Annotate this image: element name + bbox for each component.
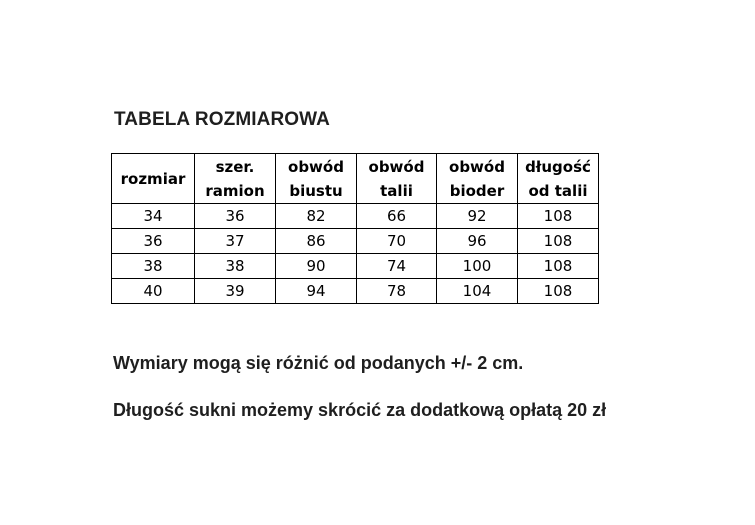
page-title: TABELA ROZMIAROWA: [114, 109, 330, 130]
header-obwod-biustu: [276, 154, 357, 204]
table-cell: 108: [518, 204, 599, 229]
header-label: bioder: [449, 181, 505, 200]
table-row: [112, 229, 599, 254]
table-cell: 104: [437, 279, 518, 304]
table-cell: 100: [437, 254, 518, 279]
tolerance-note: Wymiary mogą się różnić od podanych +/- 2 cm.: [113, 353, 524, 373]
table-cell: 108: [518, 229, 599, 254]
table-header-row: [112, 154, 599, 204]
header-label: obwód: [368, 157, 425, 176]
header-obwod-talii: [357, 154, 437, 204]
table-cell: 40: [112, 279, 195, 304]
table-cell: 96: [437, 229, 518, 254]
table-cell: 34: [112, 204, 195, 229]
header-rozmiar: [112, 154, 195, 204]
table-cell: 37: [195, 229, 276, 254]
table-cell: 39: [195, 279, 276, 304]
table-cell: 74: [357, 254, 437, 279]
table-cell: 36: [112, 229, 195, 254]
table-cell: 70: [357, 229, 437, 254]
table-cell: 82: [276, 204, 357, 229]
header-label: szer.: [215, 157, 255, 176]
table-row: [112, 254, 599, 279]
shortening-fee-note: Długość sukni możemy skrócić za dodatkową opłatą 20 zł: [113, 400, 607, 420]
table-row: [112, 279, 599, 304]
header-szer-ramion: [195, 154, 276, 204]
table-row: [112, 204, 599, 229]
table-cell: 66: [357, 204, 437, 229]
header-label: od talii: [528, 181, 588, 200]
table-cell: 36: [195, 204, 276, 229]
header-label: ramion: [205, 181, 265, 200]
table-cell: 78: [357, 279, 437, 304]
header-label: rozmiar: [120, 169, 186, 188]
table-cell: 94: [276, 279, 357, 304]
table-cell: 38: [112, 254, 195, 279]
table-cell: 86: [276, 229, 357, 254]
header-label: talii: [380, 181, 413, 200]
header-obwod-bioder: [437, 154, 518, 204]
table-cell: 108: [518, 254, 599, 279]
header-label: obwód: [288, 157, 344, 176]
header-dlugosc-od-talii: [518, 154, 599, 204]
table-cell: 92: [437, 204, 518, 229]
header-label: biustu: [289, 181, 343, 200]
header-label: obwód: [449, 157, 505, 176]
table-cell: 90: [276, 254, 357, 279]
size-table: [111, 153, 599, 304]
table-cell: 108: [518, 279, 599, 304]
header-label: długość: [525, 157, 591, 176]
table-cell: 38: [195, 254, 276, 279]
